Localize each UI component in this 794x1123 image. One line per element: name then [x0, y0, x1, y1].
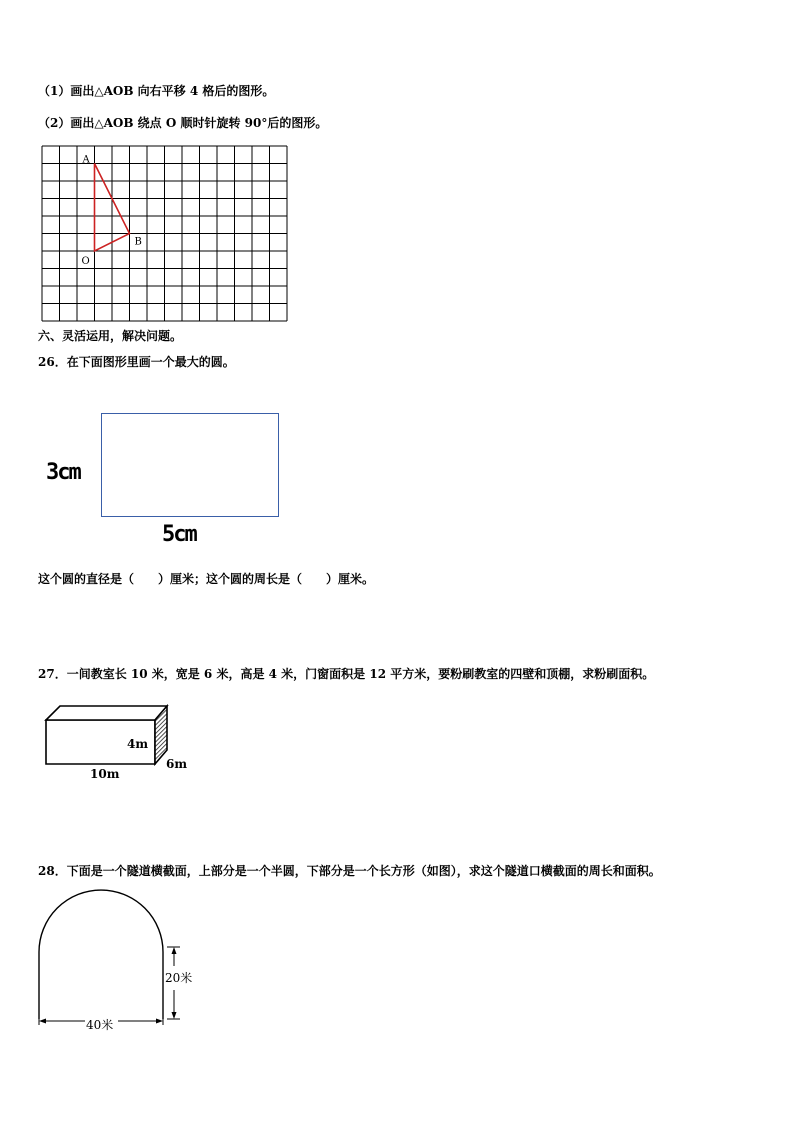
height-arrowhead-down	[172, 1012, 177, 1019]
tunnel-outline	[39, 890, 163, 1019]
tunnel-figure	[30, 892, 230, 1042]
q25-part2-text: （2）画出△AOB 绕点 O 顺时针旋转 90°后的图形。	[38, 116, 328, 130]
width-arrowhead-left	[39, 1019, 46, 1024]
cuboid-length-label: 10m	[90, 767, 120, 781]
q26-answer-line: 这个圆的直径是（ ）厘米；这个圆的周长是（ ）厘米。	[38, 572, 375, 586]
cuboid-height-label: 4m	[127, 737, 149, 751]
width-arrowhead-right	[156, 1019, 163, 1024]
grid-lines	[42, 146, 287, 321]
cuboid-width-label: 6m	[166, 757, 188, 771]
grid-diagram	[41, 145, 287, 321]
q26-question: 26．在下面图形里画一个最大的圆。	[38, 355, 235, 369]
height-arrowhead-up	[172, 947, 177, 954]
point-label-b: B	[134, 236, 142, 248]
rect-height-label: 3cm	[46, 460, 80, 485]
cuboid-top-face	[46, 706, 167, 720]
rect-width-label: 5cm	[162, 522, 196, 547]
q28-question: 28．下面是一个隧道横截面，上部分是一个半圆，下部分是一个长方形（如图），求这个隧道口横截面的周长和面积。	[38, 864, 661, 878]
rectangle-figure	[101, 413, 279, 517]
q27-question: 27．一间教室长 10 米，宽是 6 米，高是 4 米，门窗面积是 12 平方米，要粉刷教室的四壁和顶棚，求粉刷面积。	[38, 667, 655, 681]
tunnel-width-label: 40米	[86, 1018, 114, 1032]
point-label-o: O	[81, 256, 90, 267]
q25-part1-text: （1）画出△AOB 向右平移 4 格后的图形。	[38, 84, 275, 98]
point-label-a: A	[82, 154, 90, 166]
section-heading: 六、灵活运用，解决问题。	[38, 329, 183, 343]
tunnel-height-label: 20米	[165, 971, 193, 985]
